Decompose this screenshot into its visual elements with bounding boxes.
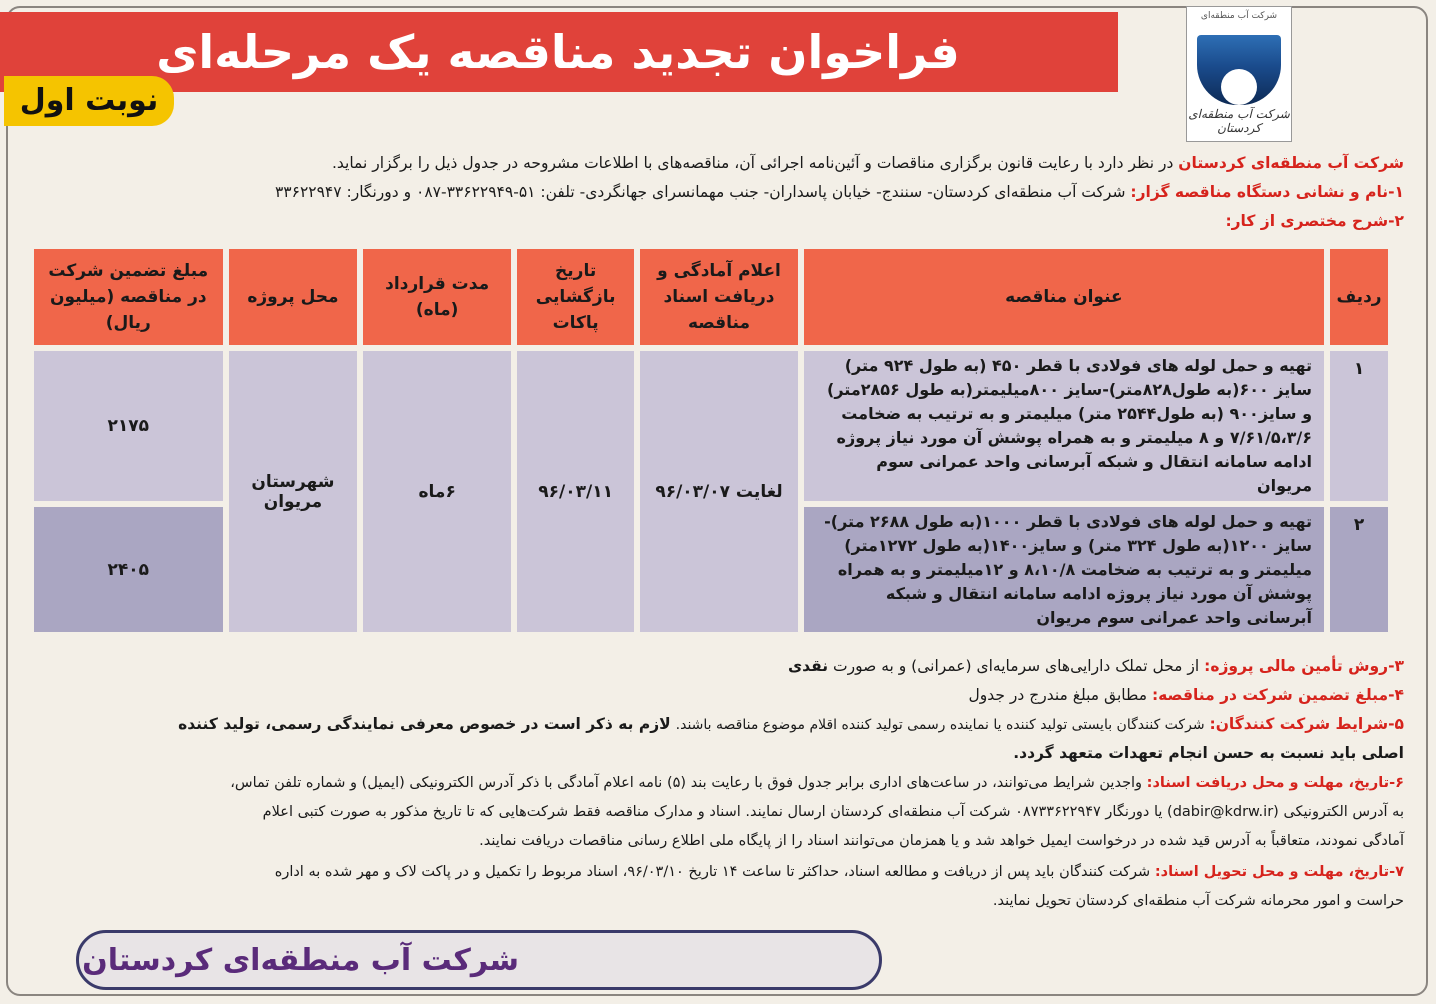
item-4: [969, 684, 1405, 706]
project-location: شهرستان مریوان: [229, 351, 358, 632]
item-4-label: ۴-مبلغ تضمین شرکت در مناقصه:: [1151, 686, 1404, 704]
item-6-line-2: به آدرس الکترونیکی (dabir@kdrw.ir) یا دورنگار ۰۸۷۳۳۶۲۲۹۴۷ شرکت آب منطقه‌ای کردستان ارسال نمایند. اسناد و مدارک مناقصه فقط شرکت‌هایی که تا تاریخ مذکور به صورت کتبی اعلام: [262, 804, 1404, 820]
item-1: [275, 181, 1404, 203]
item-6-label: ۶-تاریخ، مهلت و محل دریافت اسناد:: [1146, 775, 1404, 791]
row-guarantee: ۲۱۷۵: [34, 351, 223, 501]
page-title: فراخوان تجدید مناقصه یک مرحله‌ای: [156, 25, 960, 79]
item-3: [788, 655, 1404, 677]
header-duration: مدت قرارداد (ماه): [363, 249, 511, 345]
footer-company: شرکت آب منطقه‌ای کردستان: [82, 943, 519, 978]
row-num: ۲: [1330, 507, 1388, 632]
logo-top-text: شرکت آب منطقه‌ای: [1200, 11, 1278, 21]
notice-badge: نوبت اول: [4, 76, 174, 126]
item-5: [178, 713, 1404, 736]
docs-date: لغایت ۹۶/۰۳/۰۷: [640, 351, 798, 632]
intro-text: در نظر دارد با رعایت قانون برگزاری مناقصات و آئین‌نامه اجرائی آن، مناقصه‌های با اطلاعات مشروحه در جدول ذیل را برگزار نماید.: [331, 154, 1174, 172]
opening-date: ۹۶/۰۳/۱۱: [517, 351, 634, 632]
intro-company: شرکت آب منطقه‌ای کردستان: [1178, 154, 1404, 172]
item-3-text: از محل تملک دارایی‌های سرمایه‌ای (عمرانی) و به صورت: [833, 657, 1200, 675]
tender-table: [28, 243, 1394, 638]
header-docs: اعلام آمادگی و دریافت اسناد مناقصه: [640, 249, 798, 345]
table-row: [34, 351, 1388, 501]
item-7: [275, 861, 1404, 883]
item-5-bold-1: لازم به ذکر است در خصوص معرفی نمایندگی رسمی، تولید کننده: [178, 715, 671, 733]
item-5-text: شرکت کنندگان بایستی تولید کننده یا نماینده رسمی تولید کننده اقلام موضوع مناقصه باشند.: [675, 717, 1205, 733]
item-7-line-1: شرکت کنندگان باید پس از دریافت و مطالعه اسناد، حداکثر تا ساعت ۱۴ تاریخ ۹۶/۰۳/۱۰، اسناد مربوط را تکمیل و در پاکت لاک و مهر شده به اداره: [274, 864, 1151, 880]
company-logo: [1186, 6, 1292, 142]
header-title: عنوان مناقصه: [804, 249, 1324, 345]
row-title: تهیه و حمل لوله های فولادی با قطر ۱۰۰۰(به طول ۲۶۸۸ متر)- سایز ۱۲۰۰(به طول ۳۲۴ متر) و سایز۱۴۰۰(به طول ۱۲۷۲متر) میلیمتر و به ترتیب به ضخامت ۸،۱۰/۸ و ۱۲میلیمتر و به همراه پوشش آن مورد نیاز پروژه ادامه سامانه انتقال و شبکه آبرسانی واحد عمرانی سوم مریوان: [804, 507, 1324, 632]
title-banner: [0, 12, 1118, 92]
row-num: ۱: [1330, 351, 1388, 501]
item-6-line-1: واجدین شرایط می‌توانند، در ساعت‌های اداری برابر جدول فوق با رعایت بند (۵) نامه اعلام آمادگی با ذکر آدرس الکترونیکی (ایمیل) و شماره تلفن تماس،: [230, 775, 1143, 791]
contract-duration: ۶ماه: [363, 351, 511, 632]
item-6: [230, 772, 1404, 794]
water-wave-icon: [1197, 35, 1281, 105]
item-3-label: ۳-روش تأمین مالی پروژه:: [1204, 657, 1404, 675]
item-1-label: ۱-نام و نشانی دستگاه مناقصه گزار:: [1130, 183, 1404, 201]
item-5-label: ۵-شرایط شرکت کنندگان:: [1209, 715, 1404, 733]
item-7-label: ۷-تاریخ، مهلت و محل تحویل اسناد:: [1154, 864, 1404, 880]
item-5-bold-2: اصلی باید نسبت به حسن انجام تعهدات متعهد گردد.: [1013, 744, 1404, 762]
footer-box: [76, 930, 882, 990]
intro-paragraph: [332, 152, 1404, 174]
logo-name: شرکت آب منطقه‌ای کردستان: [1188, 107, 1290, 135]
table-header-row: [34, 249, 1388, 345]
item-2: [1225, 210, 1404, 232]
item-6-line-3: آمادگی نمودند، متعاقباً به آدرس قید شده در درخواست ایمیل خواهد شد و یا همزمان می‌توانند اسناد را از پایگاه ملی اطلاع رسانی مناقصات دریافت نمایند.: [479, 833, 1404, 849]
item-3-bold: نقدی: [787, 657, 829, 675]
row-guarantee: ۲۴۰۵: [34, 507, 223, 632]
header-location: محل پروژه: [229, 249, 358, 345]
header-guarantee: مبلغ تضمین شرکت در مناقصه (میلیون ریال): [34, 249, 223, 345]
item-1-text: شرکت آب منطقه‌ای کردستان- سنندج- خیابان پاسداران- جنب مهمانسرای جهانگردی- تلفن: ۵۱-۳۳۶۲۲۹۴۹-۰۸۷ و دورنگار: ۳۳۶۲۲۹۴۷: [274, 183, 1126, 201]
row-title: تهیه و حمل لوله های فولادی با قطر ۴۵۰ (به طول ۹۲۴ متر) سایز ۶۰۰(به طول۸۲۸متر)-سایز ۸۰۰میلیمتر(به طول ۲۸۵۶متر) و سایز۹۰۰ (به طول۲۵۴۴ متر) میلیمتر و به ترتیب به ضخامت ۷/۶۱/۵،۳/۶ و ۸ میلیمتر و به همراه پوشش آن مورد نیاز پروژه ادامه سامانه انتقال و شبکه آبرسانی واحد عمرانی سوم مریوان: [804, 351, 1324, 501]
item-2-label: ۲-شرح مختصری از کار:: [1225, 212, 1404, 230]
item-4-text: مطابق مبلغ مندرج در جدول: [968, 686, 1148, 704]
header-opening: تاریخ بازگشایی پاکات: [517, 249, 634, 345]
item-7-line-2: حراست و امور محرمانه شرکت آب منطقه‌ای کردستان تحویل نمایند.: [992, 893, 1404, 909]
header-row-num: ردیف: [1330, 249, 1388, 345]
